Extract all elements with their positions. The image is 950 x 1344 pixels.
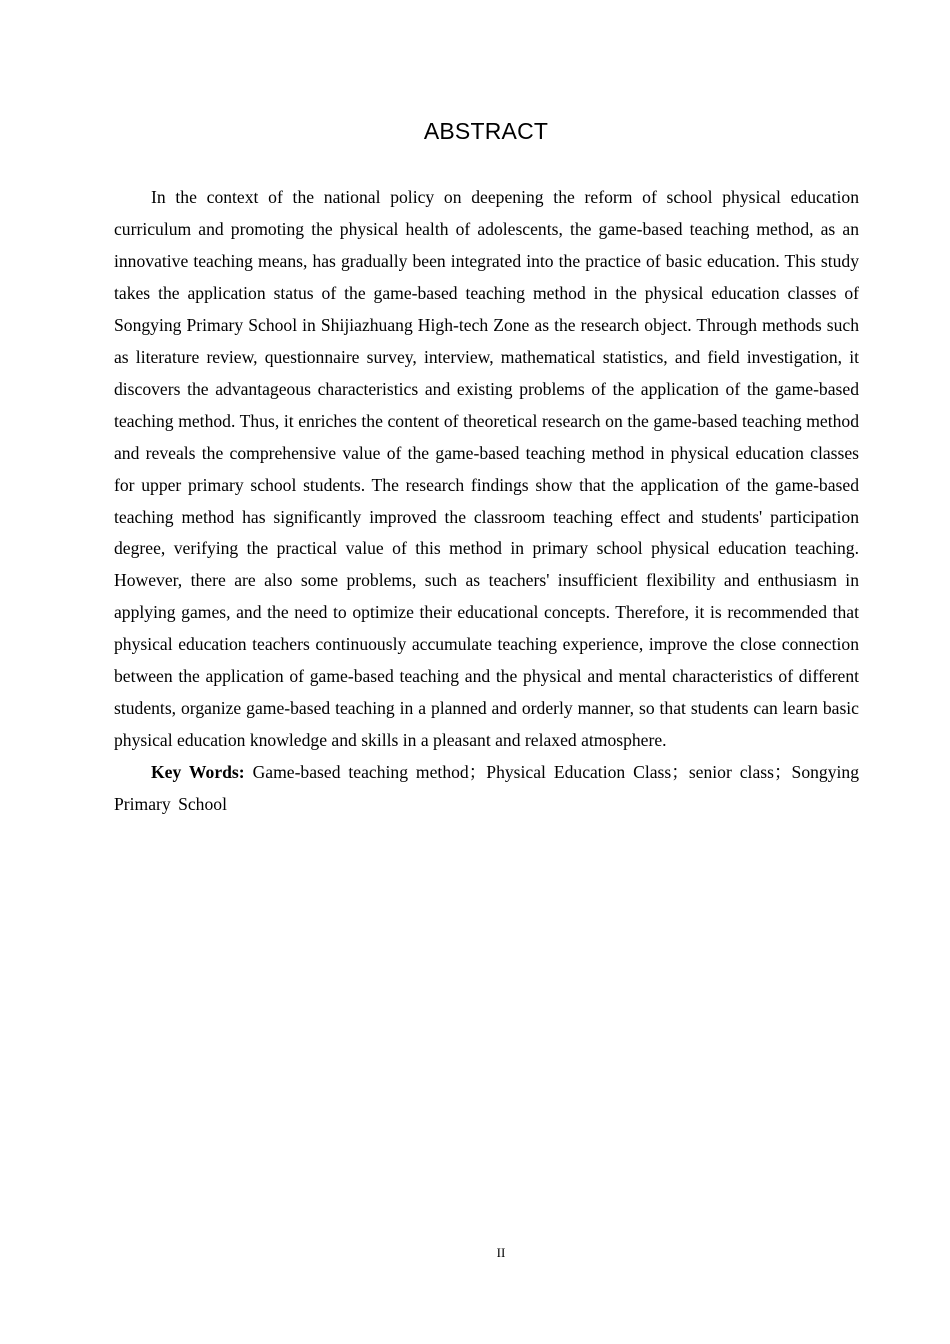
keywords-text: Game-based teaching method；Physical Education Class；senior class；Songying Primary School <box>114 762 859 815</box>
keywords-label: Key Words: <box>151 762 245 783</box>
keywords-line <box>114 757 859 821</box>
abstract-title: ABSTRACT <box>423 118 549 144</box>
abstract-body <box>114 182 859 821</box>
page-number: II <box>496 1245 506 1260</box>
abstract-paragraph: In the context of the national policy on deepening the reform of school physical education curriculum and promoting the physical health of adolescents, the game-based teaching method, as an innovative teaching means, has gradually been integrated into the practice of basic education. This study takes the application status of the game-based teaching method in the physical education classes of Songying Primary School in Shijiazhuang High-tech Zone as the research object. Through methods such as literature review, questionnaire survey, interview, mathematical statistics, and field investigation, it discovers the advantageous characteristics and existing problems of the application of the game-based teaching method. Thus, it enriches the content of theoretical research on the game-based teaching method and reveals the comprehensive value of the game-based teaching method in physical education classes for upper primary school students. The research findings show that the application of the game-based teaching method has significantly improved the classroom teaching effect and students' participation degree, verifying the practical value of this method in primary school physical education teaching. However, there are also some problems, such as teachers' insufficient flexibility and enthusiasm in applying games, and the need to optimize their educational concepts. Therefore, it is recommended that physical education teachers continuously accumulate teaching experience, improve the close connection between the application of game-based teaching and the physical and mental characteristics of different students, organize game-based teaching in a planned and orderly manner, so that students can learn basic physical education knowledge and skills in a pleasant and relaxed atmosphere. <box>114 187 859 751</box>
